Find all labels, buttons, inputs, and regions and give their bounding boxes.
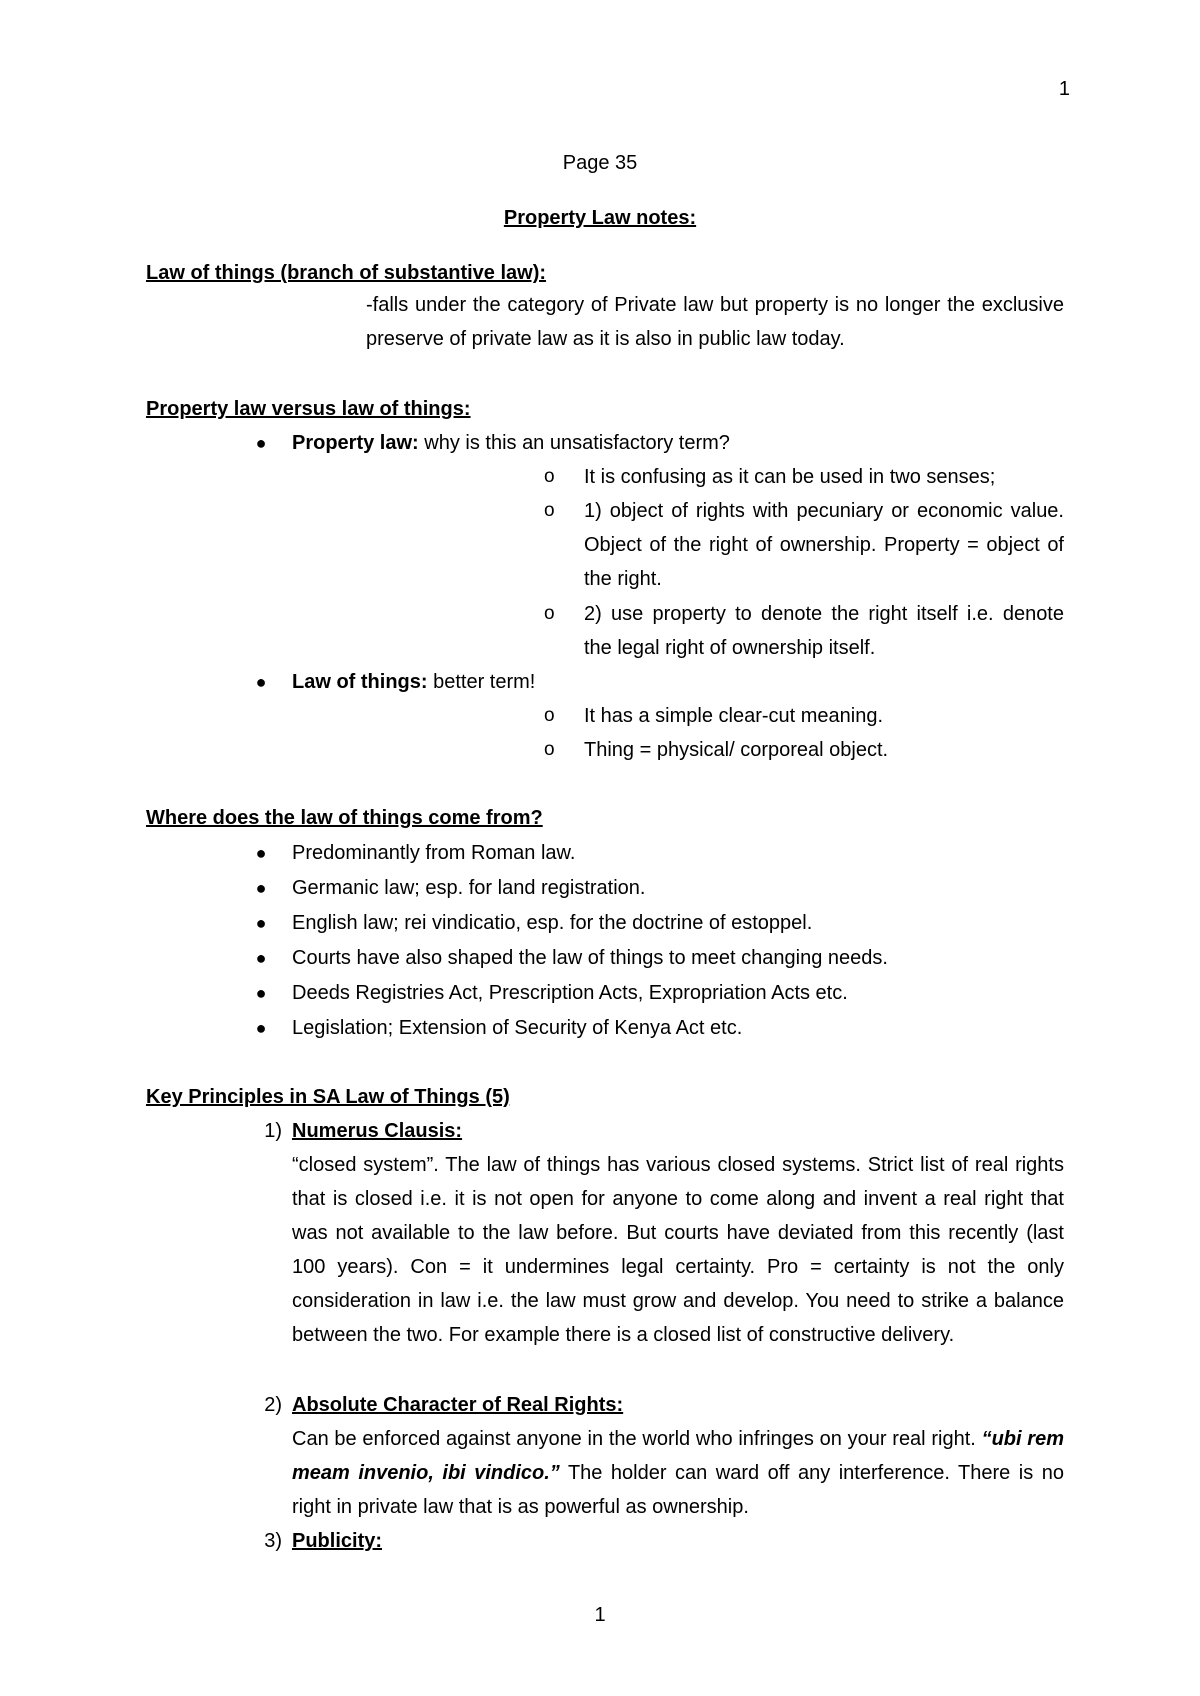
list-text: Courts have also shaped the law of things to meet changing needs. — [292, 947, 888, 969]
bullet-bold-label: Property law: — [292, 432, 419, 454]
section-text-law-of-things: -falls under the category of Private law but property is no longer the exclusive preserve of private law as it is also in public law today. — [366, 294, 1064, 350]
circle-outline-icon: o — [544, 603, 555, 624]
bullet-bold-label: Law of things: — [292, 671, 428, 693]
section-heading-law-of-things: Law of things (branch of substantive law): — [146, 262, 547, 284]
item-paragraph: “closed system”. The law of things has various closed systems. Strict list of real rights that is closed i.e. it is not open for anyone to come along and invent a real right that was not available to the law before. But courts have deviated from this recently (last 100 years). Con = it undermines legal certainty. Pro = certainty is not the only consideration in law i.e. the law must grow and develop. You need to strike a balance between the two. For example there is a closed list of constructive delivery. — [292, 1154, 1064, 1346]
sub-list-text: It is confusing as it can be used in two senses; — [584, 466, 996, 488]
list-text: Predominantly from Roman law. — [292, 842, 576, 864]
item-title: Publicity: — [292, 1530, 383, 1552]
bullet-dot-icon: ● — [255, 878, 267, 898]
section-heading-property-vs-things: Property law versus law of things: — [146, 398, 471, 420]
bullet-dot-icon: ● — [255, 843, 267, 863]
sub-list-text: Thing = physical/ corporeal object. — [584, 739, 889, 761]
bullet-text: better term! — [427, 671, 536, 693]
list-text: Legislation; Extension of Security of Kenya Act etc. — [292, 1017, 743, 1039]
bullet-dot-icon: ● — [255, 1018, 267, 1038]
section-heading-key-principles: Key Principles in SA Law of Things (5) — [146, 1086, 510, 1108]
item-title: Numerus Clausis: — [292, 1120, 463, 1142]
list-text: Germanic law; esp. for land registration. — [292, 877, 646, 899]
list-text: Deeds Registries Act, Prescription Acts, Expropriation Acts etc. — [292, 982, 848, 1004]
item-number: 2) — [264, 1394, 282, 1416]
sub-list-text: 2) use property to denote the right itself i.e. denote the legal right of ownership itself. — [584, 603, 1064, 659]
item-number: 1) — [264, 1120, 282, 1142]
paragraph-text: Can be enforced against anyone in the world who infringes on your real right. — [292, 1428, 976, 1450]
paragraph-text: The holder can ward off any interference. There is no right in private law that is as powerful as ownership. — [292, 1462, 1064, 1518]
circle-outline-icon: o — [544, 705, 555, 726]
circle-outline-icon: o — [544, 500, 555, 521]
item-paragraph — [292, 1422, 1064, 1524]
bullet-dot-icon: ● — [255, 948, 267, 968]
circle-outline-icon: o — [544, 466, 555, 487]
section-heading-origins: Where does the law of things come from? — [146, 807, 543, 829]
item-number: 3) — [264, 1530, 282, 1552]
bullet-dot-icon: ● — [255, 913, 267, 933]
circle-outline-icon: o — [544, 739, 555, 760]
list-text: English law; rei vindicatio, esp. for the doctrine of estoppel. — [292, 912, 813, 934]
bullet-dot-icon: ● — [255, 433, 267, 453]
bullet-text: why is this an unsatisfactory term? — [418, 432, 730, 454]
document-title: Property Law notes: — [503, 207, 697, 229]
latin-quote: “ubi rem meam invenio, ibi vindico.” — [292, 1428, 1064, 1484]
item-title: Absolute Character of Real Rights: — [292, 1394, 624, 1416]
bullet-dot-icon: ● — [255, 983, 267, 1003]
sub-list-text: 1) object of rights with pecuniary or economic value. Object of the right of ownership. Property = object of the right. — [584, 500, 1064, 590]
page-label: Page 35 — [562, 152, 638, 174]
sub-list-text: It has a simple clear-cut meaning. — [584, 705, 884, 727]
bullet-dot-icon: ● — [255, 672, 267, 692]
footer-page-number: 1 — [594, 1604, 606, 1626]
header-page-number: 1 — [1058, 78, 1070, 100]
